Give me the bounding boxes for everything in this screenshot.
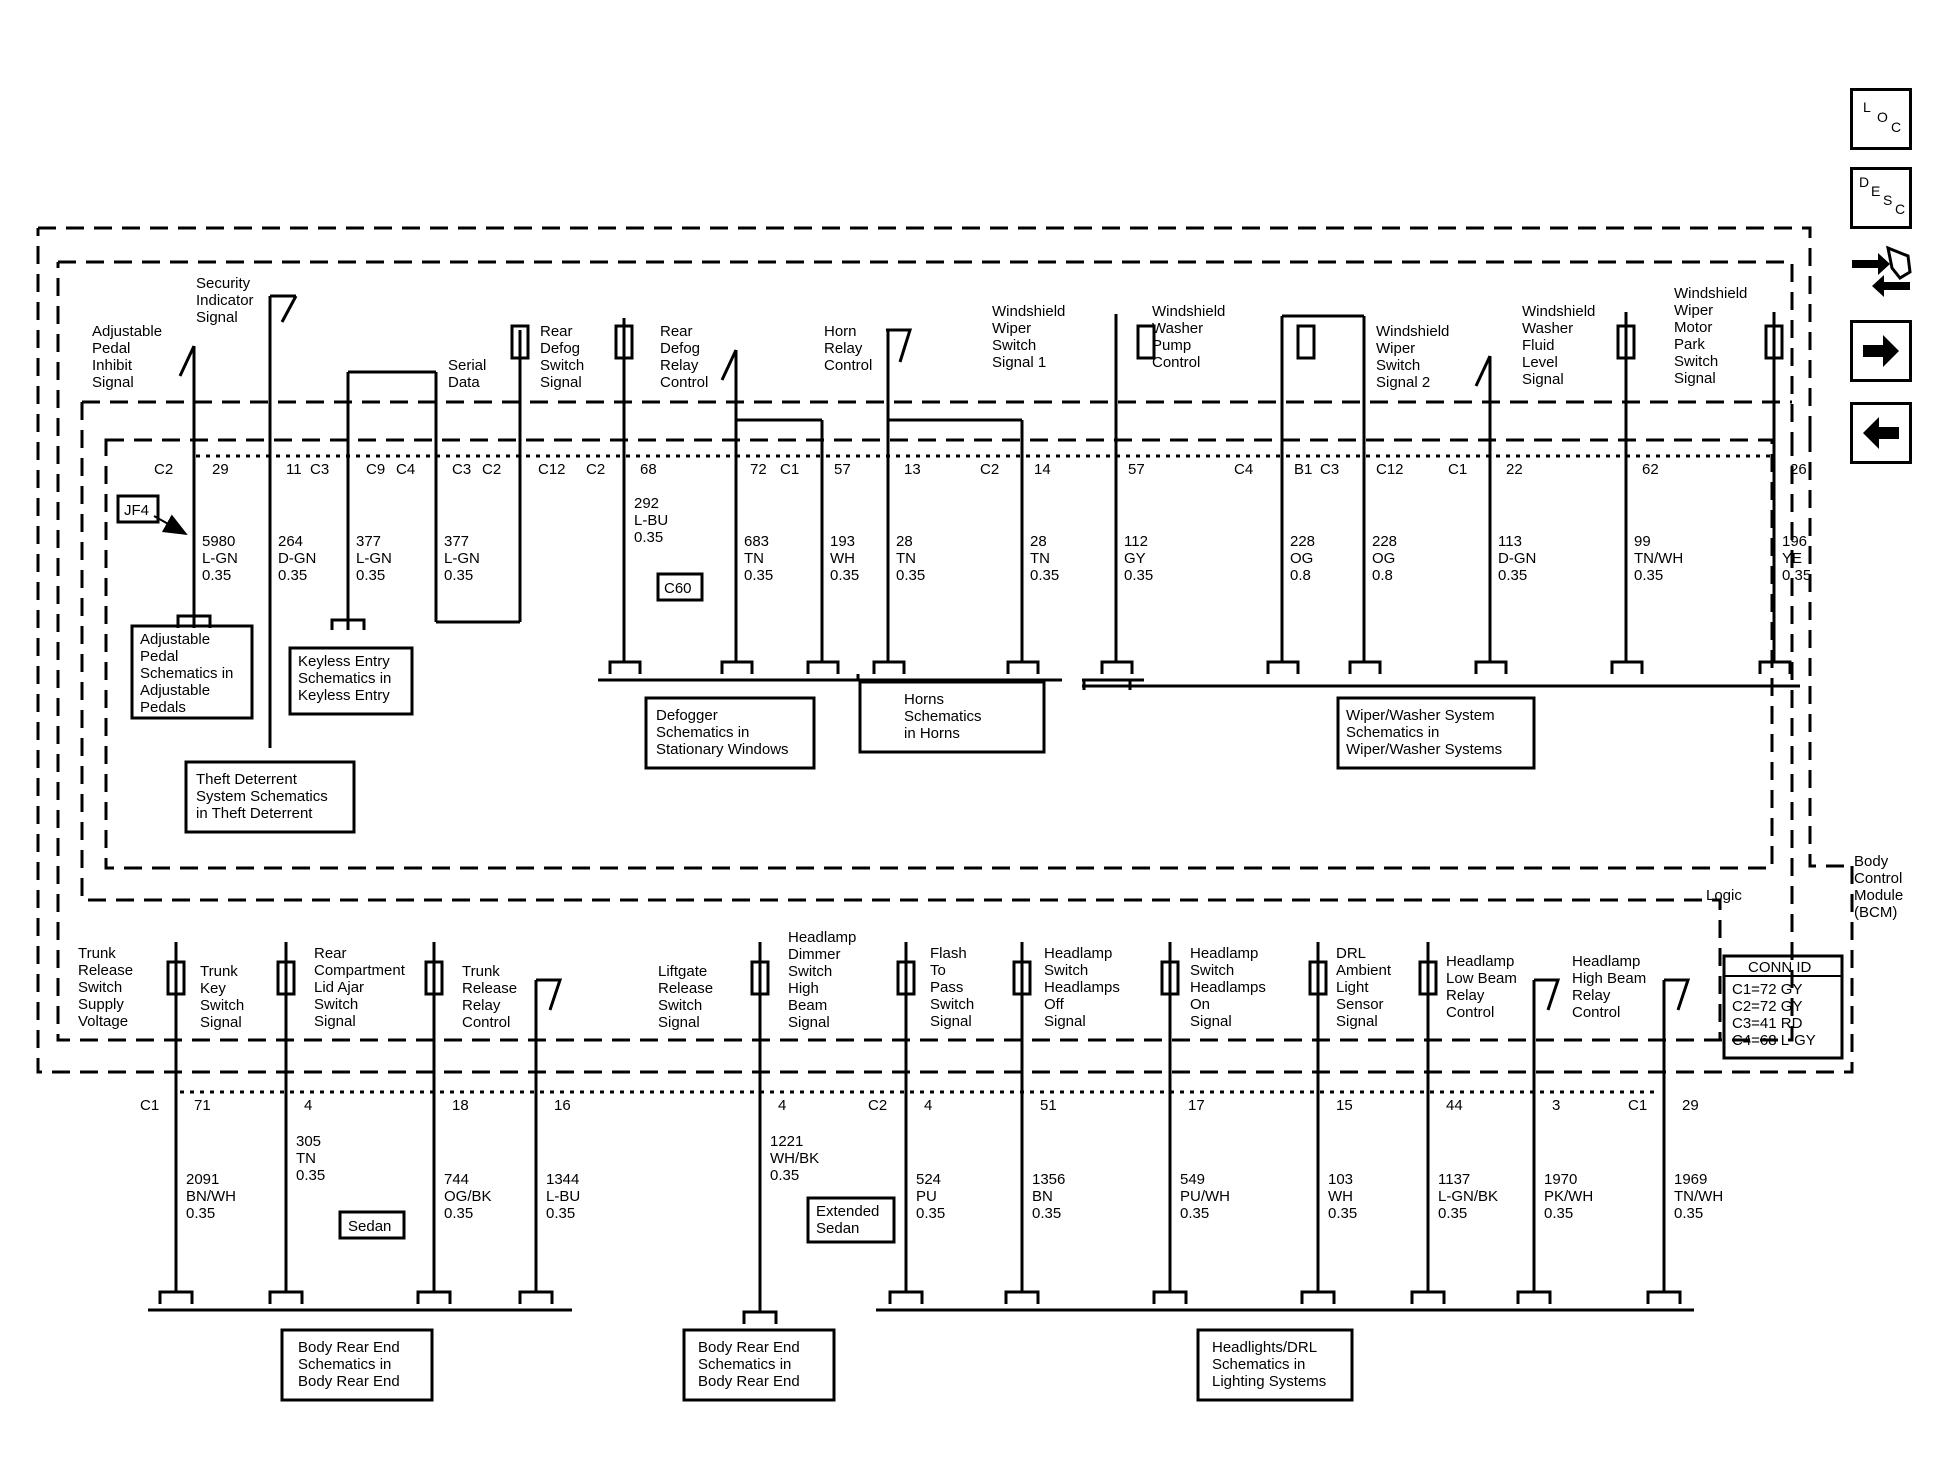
signal-label-trunk-release-relay: Trunk Release Relay Control (462, 963, 518, 1031)
desc-letter-c: C (1895, 201, 1906, 217)
wire-label: 1344 L-BU 0.35 (546, 1171, 581, 1222)
pin-num: 16 (554, 1097, 571, 1114)
signal-label-wiper-switch-1: Windshield Wiper Switch Signal 1 (992, 303, 1066, 371)
wire-label: 228 OG 0.8 (1290, 533, 1316, 584)
pin-conn: C3 (452, 461, 472, 478)
pin-conn: C2 (482, 461, 502, 478)
wire-label: 744 OG/BK 0.35 (444, 1171, 492, 1222)
pin-conn: C4 (1234, 461, 1254, 478)
wire-label: 28 TN 0.35 (1030, 533, 1060, 584)
ref-defogger: Defogger Schematics in Stationary Windows (656, 707, 789, 758)
tag-c60: C60 (664, 580, 692, 597)
loc-letter-o: O (1877, 109, 1888, 125)
module-name: Body Control Module (BCM) (1854, 853, 1904, 921)
signal-label-headlamp-on: Headlamp Switch Headlamps On Signal (1190, 945, 1266, 1030)
top-pin-labels (154, 461, 1807, 478)
signal-label-rear-compartment: Rear Compartment Lid Ajar Switch Signal (314, 945, 405, 1030)
pin-num: B1 (1294, 461, 1313, 478)
signal-label-rear-defog-relay: Rear Defog Relay Control (660, 323, 709, 391)
signal-label-high-beam-relay: Headlamp High Beam Relay Control (1572, 953, 1647, 1021)
signal-label-wiper-switch-2: Windshield Wiper Switch Signal 2 (1376, 323, 1450, 391)
signal-label-adjustable-pedal: Adjustable Pedal Inhibit Signal (92, 323, 163, 391)
wire-label: 1969 TN/WH 0.35 (1674, 1171, 1724, 1222)
wire-label: 292 L-BU 0.35 (634, 495, 669, 546)
loc-letter-l: L (1863, 99, 1871, 115)
pin-conn: C3 (1320, 461, 1340, 478)
bottom-reference-boxes (282, 1330, 1352, 1400)
desc-letter-d: D (1859, 174, 1870, 190)
wire-label: 2091 BN/WH 0.35 (186, 1171, 236, 1222)
wire-label: 113 D-GN 0.35 (1498, 533, 1537, 584)
wire-label: 1221 WH/BK 0.35 (770, 1133, 820, 1184)
conn-id-title: CONN ID (1748, 959, 1812, 976)
ref-theft-deterrent: Theft Deterrent System Schematics in Theft Deterrent (196, 771, 328, 822)
signal-label-trunk-release-supply: Trunk Release Switch Supply Voltage (78, 945, 134, 1030)
pin-num: 18 (452, 1097, 469, 1114)
signal-label-security: Security Indicator Signal (196, 275, 254, 326)
wire-label: 549 PU/WH 0.35 (1180, 1171, 1230, 1222)
pin-num: 57 (1128, 461, 1145, 478)
wire-label: 305 TN 0.35 (296, 1133, 326, 1184)
signal-label-drl: DRL Ambient Light Sensor Signal (1336, 945, 1392, 1030)
wire-label: 1356 BN 0.35 (1032, 1171, 1066, 1222)
pin-num: 51 (1040, 1097, 1057, 1114)
wire-label: 1970 PK/WH 0.35 (1544, 1171, 1594, 1222)
bottom-pin-labels (140, 1097, 1699, 1114)
pin-num: 44 (1446, 1097, 1463, 1114)
ref-adjustable-pedal: Adjustable Pedal Schematics in Adjustable Pedals (140, 631, 234, 716)
pin-num: 29 (1682, 1097, 1699, 1114)
desc-letter-s: S (1883, 192, 1893, 208)
wire-label: 683 TN 0.35 (744, 533, 774, 584)
wire-label: 99 TN/WH 0.35 (1634, 533, 1684, 584)
top-signal-labels (92, 275, 1747, 391)
signal-label-horn-relay: Horn Relay Control (824, 323, 873, 374)
bottom-signal-labels (78, 929, 1646, 1031)
logic-label: Logic (1706, 887, 1742, 904)
wire-label: 28 TN 0.35 (896, 533, 926, 584)
pin-num: 3 (1552, 1097, 1561, 1114)
signal-label-flash-to-pass: Flash To Pass Switch Signal (930, 945, 975, 1030)
signal-label-headlamp-dimmer: Headlamp Dimmer Switch High Beam Signal (788, 929, 857, 1031)
signal-label-liftgate: Liftgate Release Switch Signal (658, 963, 714, 1031)
signal-label-low-beam-relay: Headlamp Low Beam Relay Control (1446, 953, 1517, 1021)
pin-num: 26 (1790, 461, 1807, 478)
desc-letter-e: E (1871, 183, 1881, 199)
pin-num: 62 (1642, 461, 1659, 478)
pin-num: 29 (212, 461, 229, 478)
signal-label-rear-defog-switch: Rear Defog Switch Signal (540, 323, 585, 391)
signal-label-headlamp-off: Headlamp Switch Headlamps Off Signal (1044, 945, 1120, 1030)
pin-num: 13 (904, 461, 921, 478)
bottom-wire-labels (186, 1133, 1723, 1222)
pin-conn: C1 (140, 1097, 160, 1114)
pin-num: 4 (304, 1097, 313, 1114)
pin-conn: C2 (980, 461, 1000, 478)
signal-label-washer-fluid: Windshield Washer Fluid Level Signal (1522, 303, 1596, 388)
wire-label: 5980 L-GN 0.35 (202, 533, 238, 584)
pin-conn: C4 (396, 461, 416, 478)
pin-num: 57 (834, 461, 851, 478)
wire-label: 1137 L-GN/BK 0.35 (1438, 1171, 1499, 1222)
tag-extended-sedan: Extended Sedan (816, 1203, 880, 1237)
wire-label: 196 YE 0.35 (1782, 533, 1812, 584)
conn-id-list: C1=72 GY C2=72 GY C3=41 RD C4=68 L-GY (1732, 981, 1816, 1049)
pin-conn: C1 (1448, 461, 1468, 478)
ref-body-rear-end-2: Body Rear End Schematics in Body Rear End (698, 1339, 800, 1390)
pin-num: C12 (1376, 461, 1404, 478)
signal-label-serial-data: Serial Data (448, 357, 487, 391)
signal-label-washer-pump: Windshield Washer Pump Control (1152, 303, 1226, 371)
pin-num: 71 (194, 1097, 211, 1114)
wire-label: 103 WH 0.35 (1328, 1171, 1358, 1222)
wire-label: 228 OG 0.8 (1372, 533, 1398, 584)
pin-num: 4 (924, 1097, 933, 1114)
wire-label: 193 WH 0.35 (830, 533, 860, 584)
pin-conn: C2 (868, 1097, 888, 1114)
wire-label: 524 PU 0.35 (916, 1171, 946, 1222)
tag-sedan: Sedan (348, 1218, 392, 1235)
pin-num: 22 (1506, 461, 1523, 478)
signal-label-trunk-key: Trunk Key Switch Signal (200, 963, 245, 1031)
pin-conn: C2 (586, 461, 606, 478)
wire-label: 112 GY 0.35 (1124, 533, 1154, 584)
wire-label: 264 D-GN 0.35 (278, 533, 317, 584)
pin-conn: C2 (154, 461, 174, 478)
pin-num: 15 (1336, 1097, 1353, 1114)
pin-conn: C1 (1628, 1097, 1648, 1114)
pin-conn: C9 (366, 461, 386, 478)
bottom-reference-text (298, 1339, 1326, 1390)
ref-wiper-washer: Wiper/Washer System Schematics in Wiper/Washer Systems (1346, 707, 1503, 758)
pin-num: 14 (1034, 461, 1051, 478)
pin-num: 11 (286, 461, 302, 478)
pin-conn: C1 (780, 461, 800, 478)
loc-letter-c: C (1891, 119, 1902, 135)
wire-label: 377 L-GN 0.35 (444, 533, 480, 584)
connector-dotted-lines (180, 456, 1776, 1092)
tag-jf4: JF4 (124, 502, 150, 519)
ref-headlights-drl: Headlights/DRL Schematics in Lighting Systems (1212, 1339, 1327, 1390)
wire-label: 377 L-GN 0.35 (356, 533, 392, 584)
ref-horns: Horns Schematics in Horns (904, 691, 982, 742)
pin-conn: C3 (310, 461, 330, 478)
signal-label-wiper-motor-park: Windshield Wiper Motor Park Switch Signal (1674, 285, 1748, 387)
module-labels (1706, 853, 1903, 1058)
pin-num: 72 (750, 461, 767, 478)
top-wire-labels (202, 495, 1811, 584)
ref-body-rear-end-1: Body Rear End Schematics in Body Rear End (298, 1339, 400, 1390)
ref-keyless-entry: Keyless Entry Schematics in Keyless Entry (298, 653, 392, 704)
pin-num: 68 (640, 461, 657, 478)
pin-num: C12 (538, 461, 566, 478)
pin-num: 17 (1188, 1097, 1205, 1114)
pin-num: 4 (778, 1097, 787, 1114)
